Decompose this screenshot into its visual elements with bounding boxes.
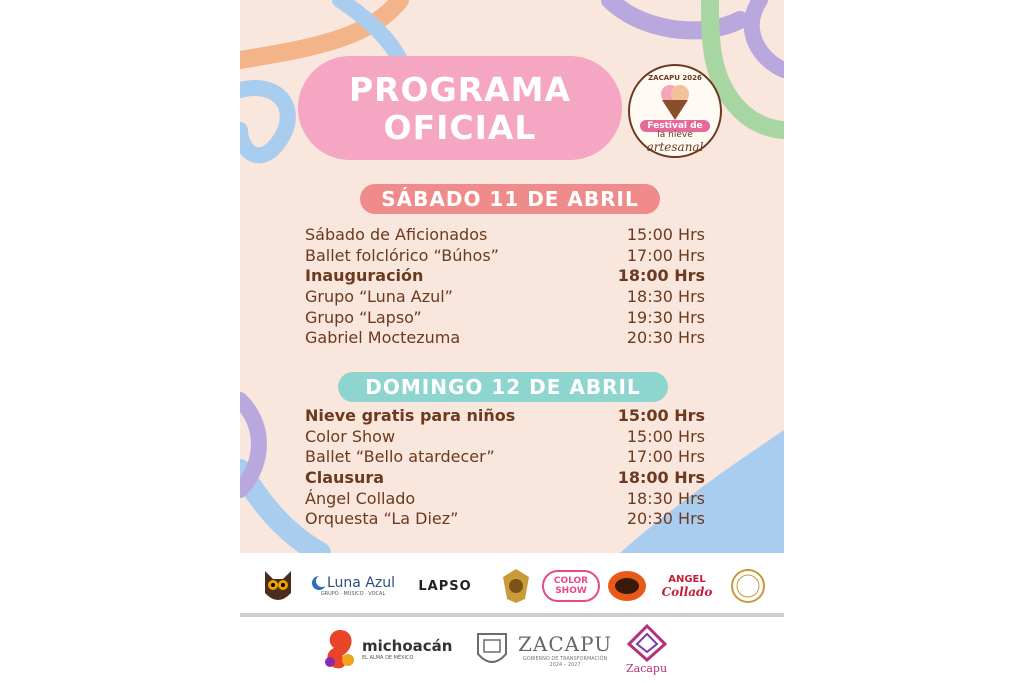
event-time: 20:30 Hrs (626, 509, 705, 529)
event-time: 17:00 Hrs (626, 245, 705, 265)
owl-logo-icon (258, 565, 298, 607)
event-time: 17:00 Hrs (626, 447, 705, 467)
luna-azul-logo (306, 565, 400, 607)
dance-group-logo-icon (606, 565, 648, 607)
zacapu-text: ZACAPU (518, 632, 613, 656)
sponsor-logos-bar (240, 561, 784, 613)
logo-year: ZACAPU 2026 (648, 74, 702, 82)
government-logos-bar (240, 620, 784, 683)
event-name: Color Show (305, 426, 396, 446)
event-row (305, 266, 705, 287)
logo-sub-text: la nieve (657, 130, 693, 140)
event-time: 15:00 Hrs (617, 406, 705, 425)
michoacan-text: michoacán (362, 637, 453, 655)
color-show-text: COLOR SHOW (542, 570, 600, 602)
michoacan-subtext: EL ALMA DE MÉXICO (362, 655, 414, 661)
event-name: Gabriel Moctezuma (305, 328, 461, 348)
buhos-badge-icon (498, 565, 534, 607)
title-line-1: PROGRAMA (348, 70, 572, 109)
zacapu-years: 2024 – 2027 (549, 662, 581, 668)
event-row (305, 468, 705, 489)
event-time: 18:00 Hrs (617, 266, 705, 286)
event-time: 15:00 Hrs (626, 426, 705, 446)
event-row (305, 447, 705, 468)
saturday-heading: SÁBADO 11 DE ABRIL (360, 184, 660, 214)
event-row (305, 509, 705, 530)
event-name: Sábado de Aficionados (305, 225, 488, 244)
moon-icon (311, 575, 327, 591)
event-name: Ballet “Bello atardecer” (305, 447, 495, 467)
event-name: Grupo “Lapso” (305, 307, 422, 327)
angel-text: ANGEL (668, 573, 706, 585)
zacapu-municipal-logo (626, 624, 667, 680)
event-time: 18:30 Hrs (626, 287, 705, 307)
event-time: 20:30 Hrs (626, 328, 705, 348)
color-show-logo (542, 565, 600, 607)
zacapu-pattern-icon (627, 624, 667, 662)
event-row (305, 246, 705, 267)
event-time: 15:00 Hrs (626, 225, 705, 244)
event-name: Ballet folclórico “Búhos” (305, 245, 499, 265)
event-poster (240, 0, 784, 683)
event-time: 18:00 Hrs (617, 468, 705, 488)
event-name: Inauguración (305, 266, 424, 286)
event-name: Grupo “Luna Azul” (305, 287, 453, 307)
poster-background (240, 0, 784, 553)
event-name: Nieve gratis para niños (305, 406, 516, 425)
zacapu-government-logo (472, 628, 612, 672)
zacapu-shield-icon (472, 630, 512, 670)
event-row (305, 328, 705, 349)
festival-logo (628, 64, 722, 158)
event-row (305, 225, 705, 246)
saturday-events (305, 225, 705, 349)
sunday-heading: DOMINGO 12 DE ABRIL (338, 372, 668, 402)
angel-collado-logo (654, 565, 720, 607)
event-row (305, 287, 705, 308)
michoacan-emblem-icon (320, 626, 360, 672)
logo-artesanal-text: artesanal (646, 140, 704, 154)
event-name: Clausura (305, 468, 385, 488)
event-row (305, 308, 705, 329)
event-time: 18:30 Hrs (626, 488, 705, 508)
angel-collado-text: Collado (661, 584, 713, 599)
luna-azul-text: Luna Azul (326, 575, 396, 591)
event-row (305, 406, 705, 427)
lapso-logo: LAPSO (418, 578, 472, 594)
sunday-events (305, 406, 705, 530)
event-row (305, 427, 705, 448)
ice-cream-icon (659, 82, 691, 122)
title-banner (298, 56, 622, 160)
event-name: Orquesta “La Diez” (305, 509, 459, 529)
section-divider (240, 613, 784, 617)
zacapu-logo-text: Zacapu (626, 662, 668, 675)
title-line-2: OFICIAL (383, 108, 537, 147)
luna-azul-subtext: GRUPO · MÚSICO · VOCAL (320, 591, 386, 597)
zacapu-subtext: GOBIERNO DE TRANSFORMACIÓN (522, 656, 608, 662)
logo-festival-text: Festival de (640, 120, 710, 132)
event-time: 19:30 Hrs (626, 307, 705, 327)
michoacan-logo (320, 626, 452, 672)
event-row (305, 489, 705, 510)
la-diez-logo-icon (728, 565, 768, 607)
event-name: Ángel Collado (305, 488, 416, 508)
